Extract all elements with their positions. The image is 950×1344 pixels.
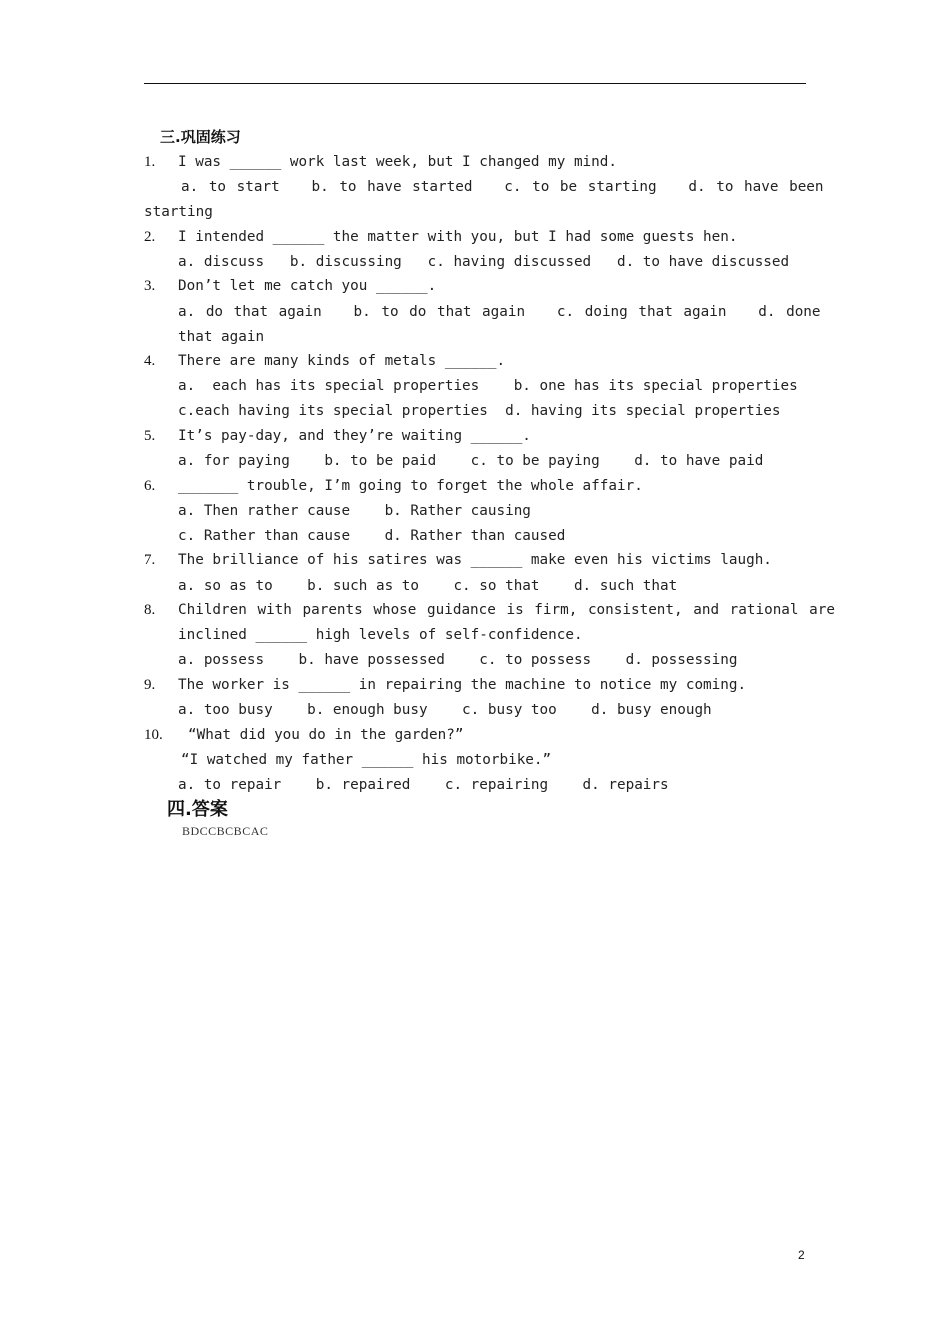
page-number: 2: [798, 1248, 805, 1262]
question-number: 4.: [144, 353, 156, 369]
question-number: 10.: [144, 727, 163, 743]
question-options: a. so as to b. such as to c. so that d. such that: [178, 578, 678, 594]
question-options: a. discuss b. discussing c. having discussed d. to have discussed: [178, 254, 790, 270]
answer-key: BDCCBCBCAC: [182, 824, 269, 838]
header-rule: [144, 83, 806, 84]
question-text: The worker is ______ in repairing the machine to notice my coming.: [178, 677, 747, 693]
question-options: a. Then rather cause b. Rather causing: [178, 503, 531, 519]
question-options: a. too busy b. enough busy c. busy too d. busy enough: [178, 702, 712, 718]
question-text: “What did you do in the garden?”: [188, 727, 464, 743]
question-text: Don’t let me catch you ______.: [178, 278, 437, 294]
question-text: Children with parents whose guidance is firm, consistent, and rational are: [178, 602, 835, 618]
question-text: _______ trouble, I’m going to forget the whole affair.: [178, 478, 643, 494]
question-options: a. each has its special properties b. one has its special properties: [178, 378, 798, 394]
question-number: 5.: [144, 428, 156, 444]
question-options-wrap: starting: [144, 204, 213, 220]
question-text: The brilliance of his satires was ______ make even his victims laugh.: [178, 552, 772, 568]
question-text-wrap: inclined ______ high levels of self-confidence.: [178, 627, 583, 643]
question-options: c.each having its special properties d. having its special properties: [178, 403, 781, 419]
question-number: 1.: [144, 154, 156, 170]
question-options: a. for paying b. to be paid c. to be paying d. to have paid: [178, 453, 764, 469]
question-number: 9.: [144, 677, 156, 693]
question-options: c. Rather than cause d. Rather than caused: [178, 528, 566, 544]
question-number: 2.: [144, 229, 156, 245]
question-options: a. possess b. have possessed c. to possess d. possessing: [178, 652, 738, 668]
question-text: There are many kinds of metals ______.: [178, 353, 506, 369]
question-options-wrap: that again: [178, 329, 265, 345]
question-text: I was ______ work last week, but I changed my mind.: [178, 154, 617, 170]
question-text: I intended ______ the matter with you, but I had some guests hen.: [178, 229, 738, 245]
question-text: “I watched my father ______ his motorbike.”: [181, 752, 552, 768]
question-options: a. do that again b. to do that again c. doing that again d. done: [178, 304, 821, 320]
question-options: a. to start b. to have started c. to be starting d. to have been: [181, 179, 824, 195]
question-number: 3.: [144, 278, 156, 294]
question-options: a. to repair b. repaired c. repairing d. repairs: [178, 777, 669, 793]
question-number: 6.: [144, 478, 156, 494]
answer-section-title: 四.答案: [167, 799, 228, 820]
question-number: 8.: [144, 602, 156, 618]
question-number: 7.: [144, 552, 156, 568]
question-text: It’s pay-day, and they’re waiting ______.: [178, 428, 531, 444]
section-title: 三.巩固练习: [160, 128, 241, 146]
